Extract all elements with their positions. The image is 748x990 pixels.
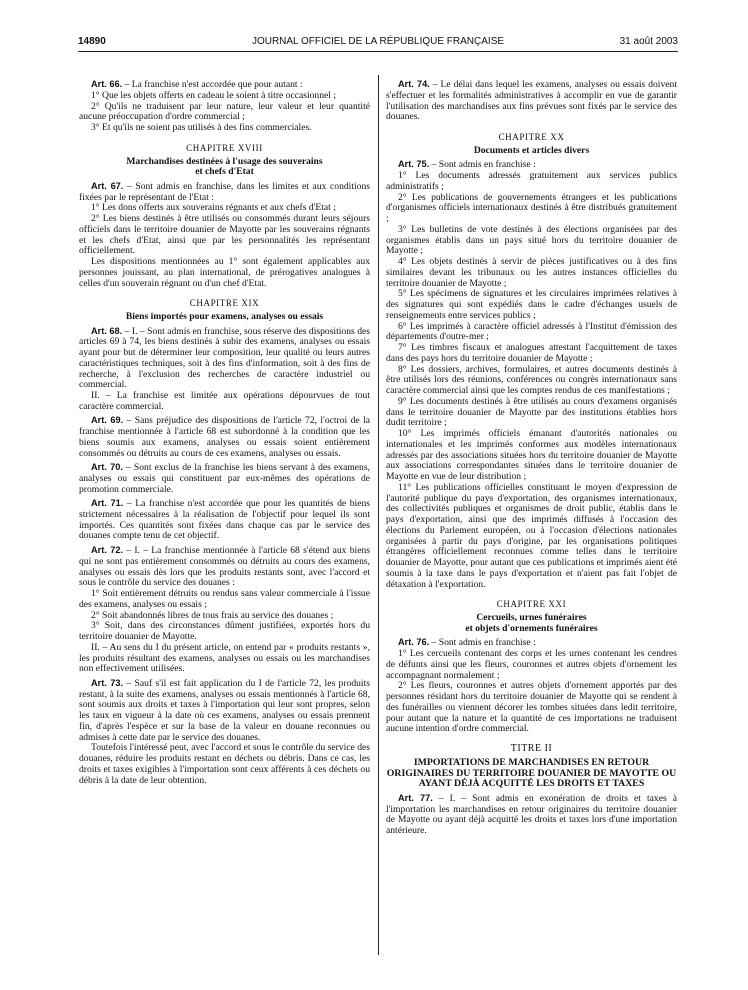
chapter-label: CHAPITRE XXI — [496, 599, 567, 610]
article-69: Art. 69. – Sans préjudice des dispositions de l'article 72, l'octroi de la franchise mentionnée à l'article 68 est subordonné à la condition que les biens soumis aux examens, analyses ou essais soient entièrement consommés ou détruits au cours de ces examens, analyses ou essais. — [79, 415, 370, 459]
article-70: Art. 70. – Sont exclus de la franchise les biens servant à des examens, analyses ou essais qui constituent par eux-mêmes des opérations de promotion commerciale. — [79, 462, 370, 495]
article-75-item: 10° Les imprimés officiels émanant d'autorités nationales ou internationales et les imprimés conformes aux modèles internationaux adressés par des associations situées hors du territoire douanier de Mayotte aux associations correspondantes situées dans le territoire douanier de Mayotte en vue de leur distribution ; — [386, 428, 677, 483]
article-67-item: Les dispositions mentionnées au 1° sont également applicables aux personnes jouissant, au plan international, de prérogatives analogues à celles d'un souverain régnant ou d'un chef d'Etat. — [79, 256, 370, 289]
page-header — [78, 36, 678, 48]
article-68: Art. 68. – I. – Sont admis en franchise, sous réserve des dispositions des articles 69 à 74, les biens destinés à subir des examens, analyses ou essais ayant pour but de déterminer leur composition, leur qualité ou leurs autres caractéristiques techniques, soit à des fins d'information, soit à des fins de recherche, à l'exclusion des recherches de caractère industriel ou commercial. — [79, 325, 370, 391]
chapter-title: Biens importés pour examens, analyses ou essais — [125, 311, 324, 323]
article-75-item: 11° Les publications officielles constituant le moyen d'expression de l'autorité publique du pays d'exportation, des organismes internationaux, des collectivités publiques et organismes de droit public, établis dans le pays d'exportation, ainsi que des imprimés diffusés à l'occasion des élections du Parlement européen, ou à l'occasion d'élections nationales organisées à partir du pays d'origine, par les organisations politiques étrangères officiellement reconnues comme telles dans le territoire douanier de Mayotte, pour autant que ces publications et imprimés aient été soumis à la taxe dans le pays d'exportation et n'aient pas fait l'objet de détaxation à l'exportation. — [386, 481, 677, 590]
chapter-title: Marchandises destinées à l'usage des souverains et chefs d'Etat — [126, 155, 323, 178]
article-74: Art. 74. – Le délai dans lequel les examens, analyses ou essais doivent s'effectuer et les formalités administratives à accomplir en vue de garantir l'utilisation des marchandises aux fins prévues sont fixés par le service des douanes. — [386, 79, 677, 123]
chapter-title: Documents et articles divers — [473, 144, 590, 156]
article-66-item: 2° Qu'ils ne traduisent par leur nature, leur valeur et leur quantité aucune préoccupation d'ordre commercial ; — [79, 100, 370, 123]
right-column — [386, 79, 677, 837]
article-66-item: 3° Et qu'ils ne soient pas utilisés à des fins commerciales. — [91, 122, 312, 133]
article-66-item: 1° Que les objets offerts en cadeau le soient à titre occasionnel ; — [91, 89, 337, 101]
article-71: Art. 71. – La franchise n'est accordée que pour les quantités de biens strictement nécessaires à la réalisation de l'objectif pour lequel ils sont importés. Ces quantités sont fixées dans chaque cas par le service des douanes compte tenu de cet objectif. — [79, 498, 370, 542]
article-76: Art. 76. – Sont admis en franchise : — [398, 637, 536, 649]
column-divider — [378, 75, 379, 955]
article-75-item: 2° Les publications de gouvernements étrangers et les publications d'organismes officiels internationaux destinés à être distribués gratuitement ; — [386, 191, 677, 225]
article-77: Art. 77. – I. – Sont admis en exonération de droits et taxes à l'importation les marchandises en retour originaires du territoire douanier de Mayotte ou ayant déjà acquitté les droits et taxes lors d'une importation antérieure. — [386, 792, 677, 837]
article-75-item: 9° Les documents destinés à être utilisés au cours d'examens organisés dans le territoire douanier de Mayotte par des institutions établies hors dudit territoire ; — [386, 395, 677, 429]
article-67: Art. 67. – Sont admis en franchise, dans les limites et aux conditions fixées par le représentant de l'Etat : — [79, 180, 370, 203]
article-72-para: II. – Au sens du I du présent article, on entend par « produits restants », les produits résultant des examens, analyses ou essais ou les marchandises non effectivement utilisées. — [79, 641, 370, 675]
article-75-item: 6° Les imprimés à caractère officiel adressés à l'Institut d'émission des départements d'outre-mer ; — [386, 320, 677, 343]
article-72: Art. 72. – I. – La franchise mentionnée à l'article 68 s'étend aux biens qui ne sont pas entièrement consommés ou détruits au cours des examens, analyses ou essais dès lors que les produits restants sont, avec l'accord et sous le contrôle du service des douanes : — [79, 545, 370, 589]
issue-date: 31 août 2003 — [619, 36, 678, 47]
header-rule — [78, 51, 678, 52]
article-75-item: 7° Les timbres fiscaux et analogues attestant l'acquittement de taxes dans des pays hors du territoire douanier de Mayotte ; — [386, 342, 677, 364]
article-68-para: II. – La franchise est limitée aux opérations dépourvues de tout caractère commercial. — [79, 390, 370, 412]
chapter-label: CHAPITRE XIX — [189, 298, 260, 309]
article-76-item: 1° Les cercueils contenant des corps et les urnes contenant les cendres de défunts ainsi que les fleurs, couronnes et autres objets d'ornement les accompagnant normalement ; — [386, 648, 677, 681]
article-76-item: 2° Les fleurs, couronnes et autres objets d'ornement apportés par des personnes résidant hors du territoire douanier de Mayotte qui se rendent à des funérailles ou viennent décorer les tombes situées dans ledit territoire, pour autant que la nature et la quantité de ces importations ne traduisent aucune intention d'ordre commercial. — [386, 680, 677, 735]
article-66: Art. 66. – La franchise n'est accordée que pour autant : — [91, 79, 303, 90]
left-column — [79, 79, 370, 786]
chapter-label: CHAPITRE XVIII — [186, 142, 263, 153]
article-73-para: Toutefois l'intéressé peut, avec l'accord et sous le contrôle du service des douanes, réduire les produits restant en déchets ou débris. Dans ce cas, les droits et taxes exigibles à l'importation sont ceux afférents à ces déchets ou débris à la date de leur obtention. — [79, 742, 370, 786]
title-heading: IMPORTATIONS DE MARCHANDISES EN RETOUR ORIGINAIRES DU TERRITOIRE DOUANIER DE MAYOTTE OU AYANT DÉJÀ ACQUITTÉ LES DROITS ET TAXES — [386, 756, 677, 790]
chapter-label: CHAPITRE XX — [498, 132, 565, 142]
title-label: TITRE II — [510, 743, 553, 755]
article-75-item: 4° Les objets destinés à servir de pièces justificatives ou à des fins similaires devant les tribunaux ou les autres instances officielles du territoire douanier de Mayotte ; — [386, 256, 677, 289]
article-75: Art. 75. – Sont admis en franchise : — [398, 159, 536, 171]
article-75-item: 8° Les dossiers, archives, formulaires, et autres documents destinés à être utilisés lors des réunions, conférences ou congrès internationaux sans caractère commercial ainsi que les comptes rendus de ces manifestations ; — [386, 363, 677, 397]
journal-title: JOURNAL OFFICIEL DE LA RÉPUBLIQUE FRANÇAISE — [251, 36, 505, 47]
page-number: 14890 — [78, 36, 106, 47]
article-75-item: 3° Les bulletins de vote destinés à des élections organisées par des organismes établis dans un pays situé hors du territoire douanier de Mayotte ; — [386, 223, 677, 257]
article-72-item: 1° Soit entièrement détruits ou rendus sans valeur commerciale à l'issue des examens, analyses ou essais ; — [79, 588, 370, 610]
article-72-item: 3° Soit, dans des circonstances dûment justifiées, exportés hors du territoire douanier de Mayotte. — [79, 620, 370, 643]
article-67-item: 1° Les dons offerts aux souverains régnants et aux chefs d'Etat ; — [91, 202, 336, 214]
article-73: Art. 73. – Sauf s'il est fait application du I de l'article 72, les produits restant, à la suite des examens, analyses ou essais mentionnés à l'article 68, sont soumis aux droits et taxes à l'importation qui leur sont propres, selon les taux en vigueur à la date où ces examens, analyses ou essais prennent fin, d'après l'espèce et sur la base de la valeur en douane reconnues ou admises à cette date par le service des douanes. — [79, 677, 370, 743]
article-72-item: 2° Soit abandonnés libres de tous frais au service des douanes ; — [91, 609, 334, 621]
chapter-title: Cercueils, urnes funéraires et objets d'ornements funéraires — [465, 612, 598, 634]
article-75-item: 5° Les spécimens de signatures et les circulaires imprimées relatives à des signatures qui sont expédiés dans le cadre d'échanges usuels de renseignements entre services publics ; — [386, 288, 677, 321]
article-67-item: 2° Les biens destinés à être utilisés ou consommés durant leurs séjours officiels dans le territoire douanier de Mayotte par les souverains régnants et les chefs d'Etat, ainsi que par les personnalités les représentant officiellement. — [79, 213, 370, 257]
article-75-item: 1° Les documents adressés gratuitement aux services publics administratifs ; — [386, 170, 677, 192]
